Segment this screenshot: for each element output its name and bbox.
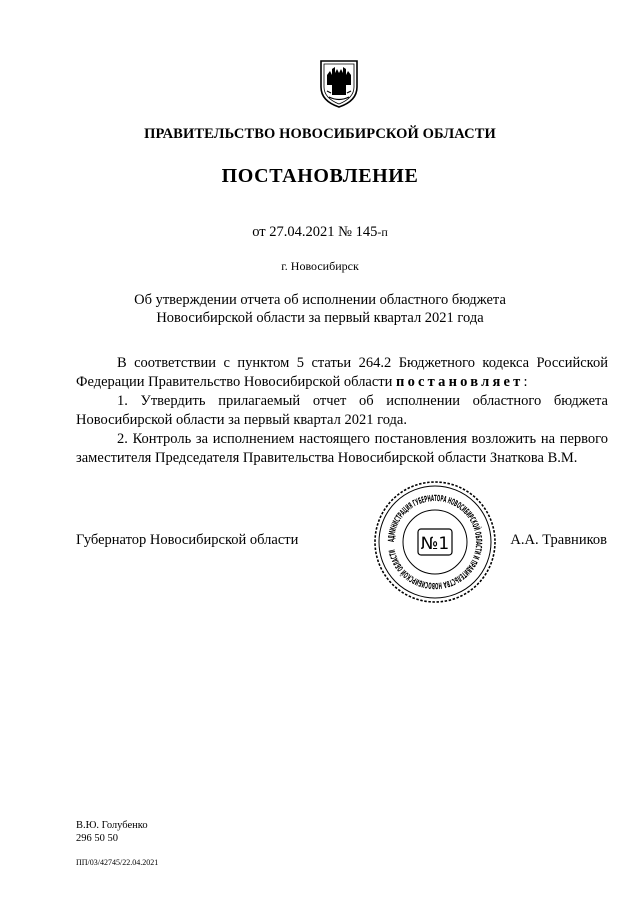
document-subject	[120, 291, 520, 327]
decree-colon: :	[523, 374, 528, 390]
signatory-name: А.А. Травников	[510, 532, 607, 548]
stamp-text: АДМИНИСТРАЦИЯ ГУБЕРНАТОРА НОВОСИБИРСКОЙ ОБЛАСТИ И ПРАВИТЕЛЬСТВА НОВОСИБИРСКОЙ ОБЛАСТИ	[386, 493, 484, 591]
document-body	[76, 354, 608, 468]
preamble-text: В соответствии с пунктом 5 статьи 264.2 Бюджетного кодекса Российской Федерации Правительство Новосибирской области	[76, 355, 608, 390]
executor-name: В.Ю. Голубенко	[76, 820, 148, 831]
official-stamp	[372, 479, 498, 605]
decree-word: постановляет	[396, 374, 524, 390]
document-code: ПП/03/42745/22.04.2021	[76, 858, 159, 867]
subject-line: Об утверждении отчета об исполнении областного бюджета	[134, 292, 506, 308]
stamp-number: №1	[420, 534, 450, 554]
city: г. Новосибирск	[281, 259, 359, 273]
coat-of-arms-icon	[318, 57, 360, 109]
subject-line: Новосибирской области за первый квартал 2021 года	[156, 310, 484, 326]
decree-item-1: 1. Утвердить прилагаемый отчет об исполнении областного бюджета Новосибирской области за первый квартал 2021 года.	[76, 393, 608, 428]
preamble-paragraph	[76, 354, 608, 392]
executor-phone: 296 50 50	[76, 833, 118, 844]
organization-title: ПРАВИТЕЛЬСТВО НОВОСИБИРСКОЙ ОБЛАСТИ	[144, 126, 496, 142]
number-suffix: -п	[377, 225, 388, 239]
date-number-line	[0, 224, 640, 241]
decree-item-2: 2. Контроль за исполнением настоящего постановления возложить на первого заместителя Председателя Правительства Новосибирской области Знаткова В.М.	[76, 431, 608, 466]
document-type-title: ПОСТАНОВЛЕНИЕ	[221, 165, 419, 187]
signatory-title: Губернатор Новосибирской области	[76, 532, 299, 548]
date-number: от 27.04.2021 № 145	[252, 224, 378, 240]
